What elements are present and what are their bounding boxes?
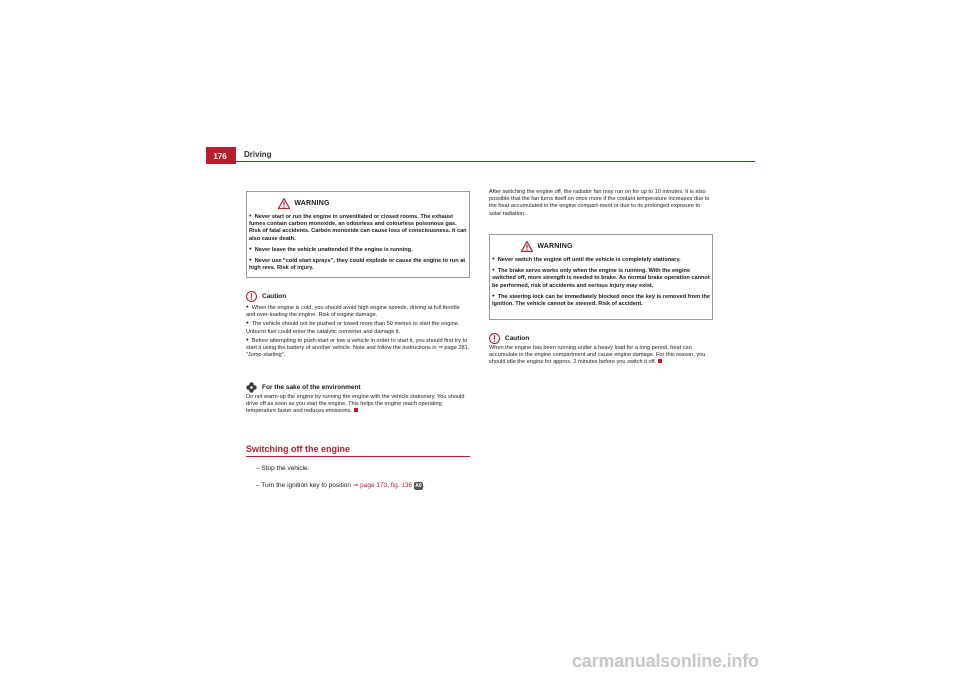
warning-box-right [489,234,713,320]
caution-heading [246,289,470,303]
page-reference-link[interactable]: ⇒ page 173, fig. 136 [352,482,413,489]
key-position-badge: A0 [415,483,422,489]
fan-info-paragraph: After switching the engine off, the radiator fan may run on for up to 10 minutes. It is also possible that the fan turns itself on once more if the coolant temperature increases due to the heat accumulated in the engine compart-ment or due to its prolonged exposure to solar radiation. [489,189,710,217]
caution-exclamation-icon [489,333,500,344]
caution-title: Caution [505,334,530,342]
caution-section-right [489,331,713,367]
warning-item: ● Never leave the vehicle unattended if the engine is running. [249,245,469,254]
caution-heading [489,331,713,345]
caution-item: ● The vehicle should not be pushed or towed more than 50 metres to start the engine. Unburnt fuel could enter the catalytic converter and damage it. [246,319,470,335]
watermark: carmanualsonline.info [572,651,759,671]
warning-item: ● Never start or run the engine in unventilated or closed rooms. The exhaust fumes contain carbon monoxide, an odourless and colourless poisonous gas. Risk of fatal accidents. Carbon monoxide can cause loss of consciousness. It can also cause death. [249,212,469,243]
header-rule [206,161,755,162]
step-stop-vehicle: – Stop the vehicle. [256,465,310,472]
caution-item: ● When the engine is cold, you should avoid high engine speeds, driving at full throttle and over-loading the engine. Risk of engine damage. [246,303,470,319]
caution-section-left [246,289,470,359]
environment-flower-icon [246,382,257,393]
caution-exclamation-icon [246,291,257,302]
environment-heading [246,380,470,394]
environment-title: For the sake of the environment [262,383,361,391]
warning-triangle-icon [278,198,290,209]
warning-item: ● The steering lock can be immediately blocked once the key is removed from the ignition. The vehicle cannot be steered. Risk of accident. [492,292,712,308]
environment-text: Do not warm-up the engine by running the engine with the vehicle stationary. You should drive off as soon as you start the engine. This helps the engine reach operating temperature faster and reduces emissions. [246,394,465,415]
section-heading-switching-off: Switching off the engine [246,444,470,457]
section-end-marker [658,359,662,363]
warning-item: ● Never switch the engine off until the vehicle is completely stationary. [492,255,712,264]
caution-item: ● Before attempting to push-start or tow a vehicle in order to start it, you should first try to start it using the battery of another vehicle. Note and follow the instructions in ⇒ page 281, “Jump-starting”. [246,336,470,360]
warning-item: ● The brake servo works only when the engine is running. With the engine switched off, more strength is needed to brake. As normal brake operation cannot be performed, risk of accidents and serious injury may exist. [492,266,712,290]
step-turn-key-text: – Turn the ignition key to position [256,482,353,489]
step-turn-key [256,482,480,490]
warning-title-text: WARNING [294,199,330,207]
environment-text-block [246,394,470,416]
caution-title: Caution [262,292,287,300]
warning-title [492,239,602,253]
warning-title-text: WARNING [537,242,573,250]
switch-off-steps [256,465,480,499]
page-number: 176 [213,152,227,161]
warning-triangle-icon [521,241,533,252]
warning-title [249,196,359,210]
warning-box-left [246,191,470,278]
section-end-marker [354,408,358,412]
caution-text: When the engine has been running under a heavy load for a long period, heat can accumulate in the engine compartment and cause engine damage. For this reason, you should idle the engine for approx. 2 minutes before you switch it off. [489,345,706,366]
environment-section [246,380,470,416]
caution-text-block [489,345,713,367]
warning-item: ● Never use “cold start sprays”, they could explode or cause the engine to run at high revs. Risk of injury. [249,256,469,272]
step-turn-key-suffix: . [422,482,425,489]
page-header-title: Driving [244,150,272,159]
